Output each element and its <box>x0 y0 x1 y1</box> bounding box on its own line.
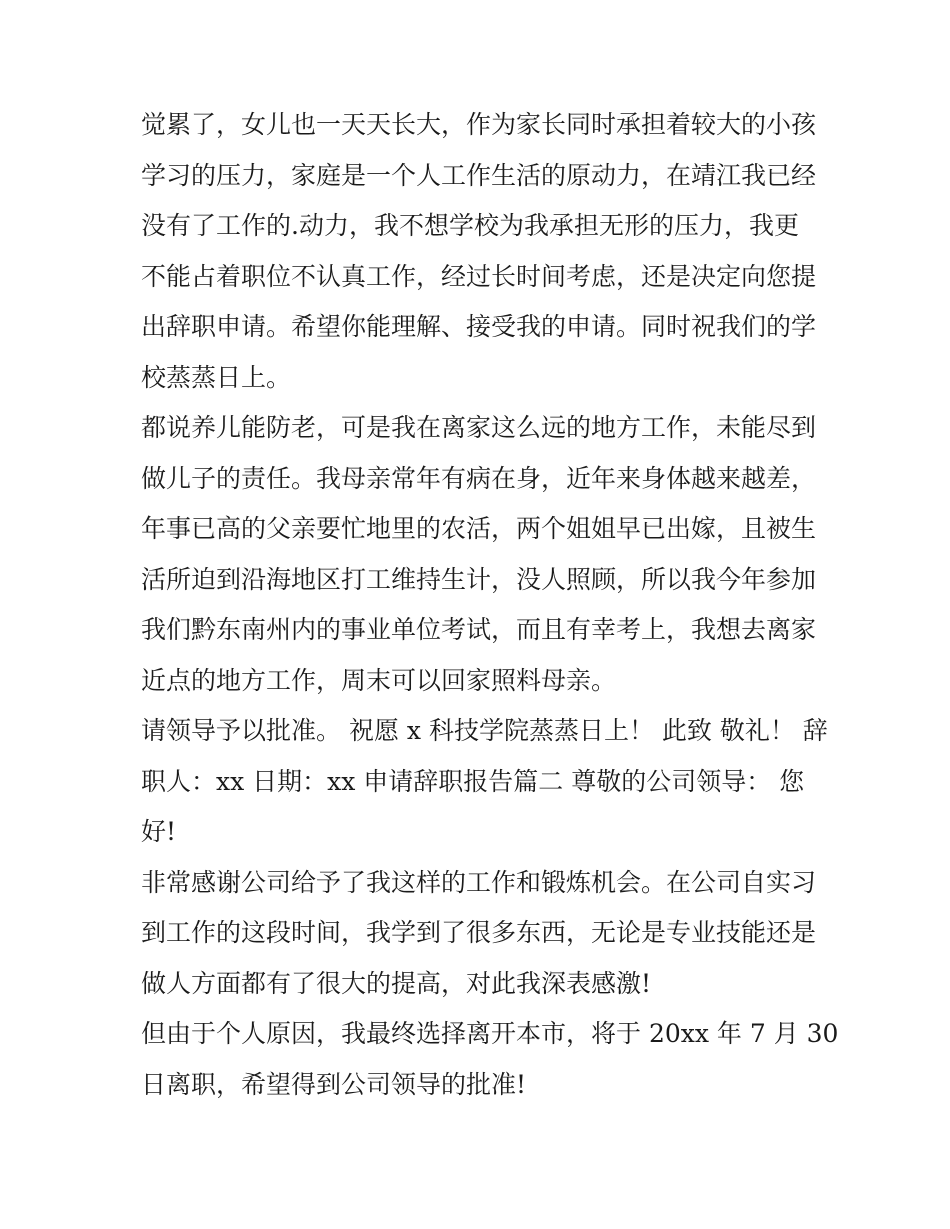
text-line: 请领导予以批准。 祝愿 x 科技学院蒸蒸日上！ 此致 敬礼！ 辞 <box>141 716 828 745</box>
text-line: 没有了工作的.动力，我不想学校为我承担无形的压力，我更 <box>141 211 799 240</box>
text-line: 校蒸蒸日上。 <box>141 362 292 392</box>
text-line: 但由于个人原因，我最终选择离开本市，将于 20xx 年 7 月 30 <box>141 1019 839 1048</box>
text-line: 学习的压力，家庭是一个人工作生活的原动力，在靖江我已经 <box>141 160 817 190</box>
text-line: 好! <box>141 817 177 846</box>
text-line: 都说养儿能防老，可是我在离家这么远的地方工作，未能尽到 <box>141 413 817 442</box>
text-line: 近点的地方工作，周末可以回家照料母亲。 <box>141 665 617 695</box>
text-line: 我们黔东南州内的事业单位考试，而且有幸考上，我想去离家 <box>141 615 817 644</box>
text-line: 到工作的这段时间，我学到了很多东西，无论是专业技能还是 <box>141 918 817 947</box>
text-line: 职人：xx 日期：xx 申请辞职报告篇二 尊敬的公司领导： 您 <box>141 766 805 796</box>
text-line: 日离职，希望得到公司领导的批准! <box>141 1069 527 1099</box>
text-line: 做人方面都有了很大的提高，对此我深表感激! <box>141 968 652 998</box>
text-line: 不能占着职位不认真工作，经过长时间考虑，还是决定向您提 <box>141 261 817 291</box>
text-line: 非常感谢公司给予了我这样的工作和锻炼机会。在公司自实习 <box>141 867 817 897</box>
text-line: 觉累了，女儿也一天天长大，作为家长同时承担着较大的小孩 <box>141 110 817 139</box>
text-line: 年事已高的父亲要忙地里的农活，两个姐姐早已出嫁，且被生 <box>141 514 817 543</box>
document-body <box>141 100 839 1110</box>
text-line: 活所迫到沿海地区打工维持生计，没人照顾，所以我今年参加 <box>141 564 817 594</box>
text-line: 做儿子的责任。我母亲常年有病在身，近年来身体越来越差， <box>141 463 817 493</box>
text-line: 出辞职申请。希望你能理解、接受我的申请。同时祝我们的学 <box>141 312 817 341</box>
